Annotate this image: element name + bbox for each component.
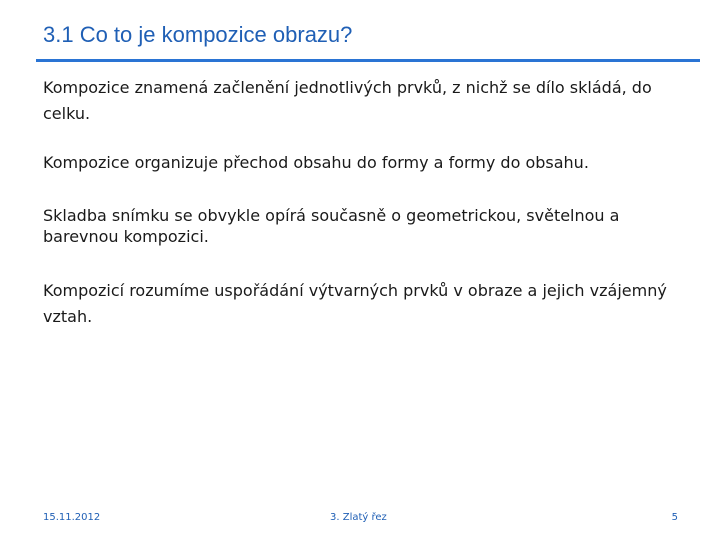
paragraph-arrangement: Kompozicí rozumíme uspořádání výtvarných prvků v obraze a jejich vzájemný vztah.	[43, 281, 667, 326]
footer-date: 15.11.2012	[43, 512, 101, 523]
title-underline	[36, 59, 700, 62]
footer-section-title: 3. Zlatý řez	[330, 512, 387, 523]
paragraph-composition-types: Skladba snímku se obvykle opírá současně o geometrickou, světelnou a barevnou kompozici.	[43, 206, 620, 246]
slide-title: 3.1 Co to je kompozice obrazu?	[43, 22, 353, 47]
paragraph-content-form: Kompozice organizuje přechod obsahu do formy a formy do obsahu.	[43, 153, 589, 172]
footer-page-number: 5	[671, 512, 678, 523]
paragraph-composition-definition: Kompozice znamená začlenění jednotlivých prvků, z nichž se dílo skládá, do celku.	[43, 78, 652, 123]
